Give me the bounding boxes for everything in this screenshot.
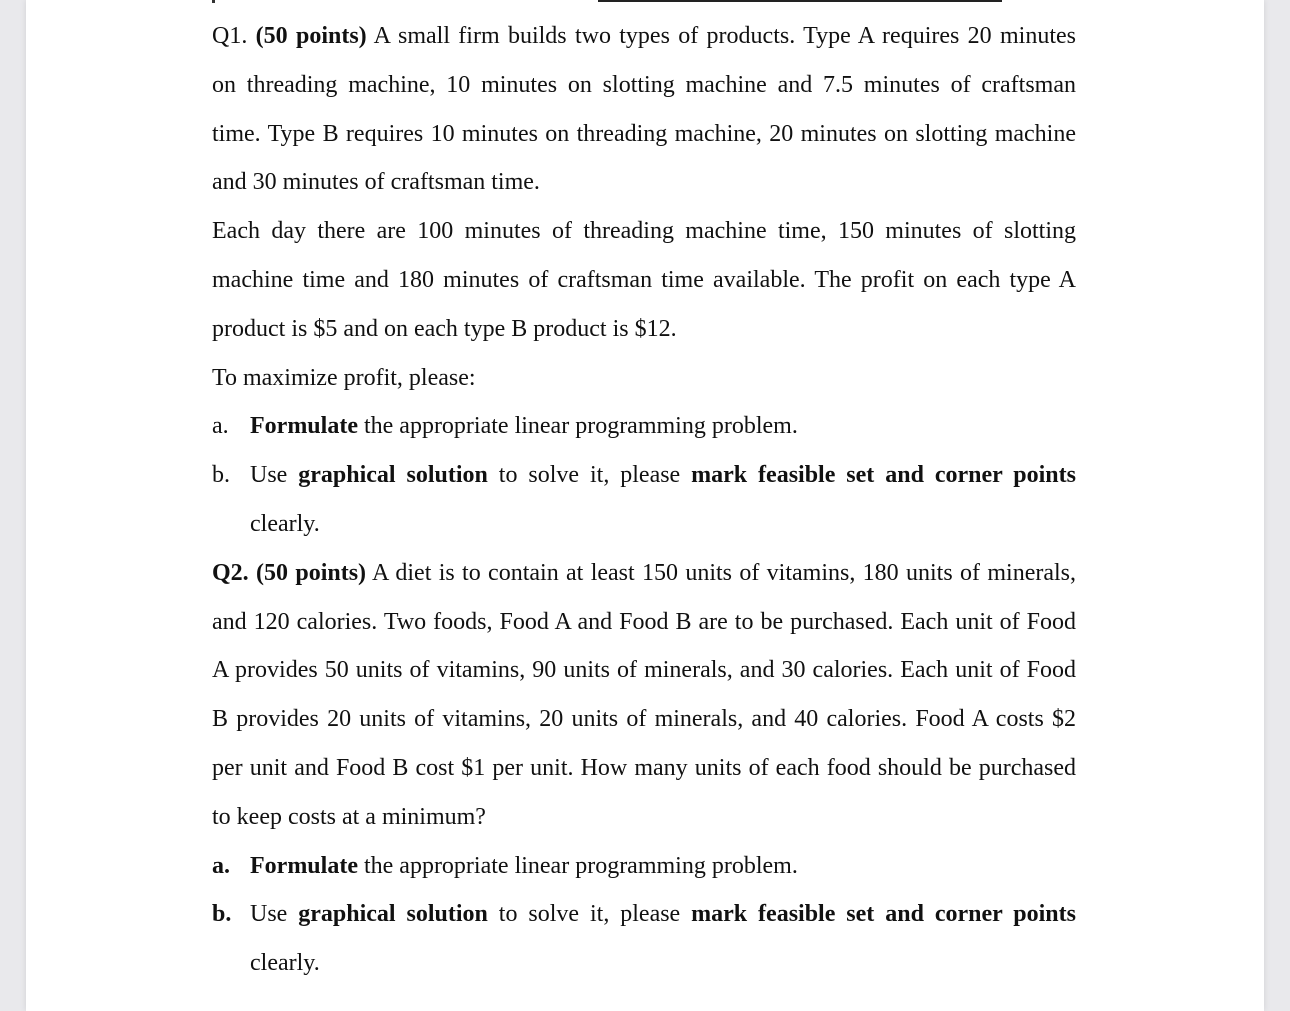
q1-avail-line-3: product is $5 and on each type B product is $12. <box>212 315 677 342</box>
q2-line-3: A provides 50 units of vitamins, 90 units of minerals, and 30 calories. Each unit of Food <box>212 657 1076 684</box>
q2-item-b-marker: b. <box>212 901 232 928</box>
q1-avail-line-1: Each day there are 100 minutes of threading machine time, 150 minutes of slotting <box>212 218 1076 245</box>
q1-avail-line-2: machine time and 180 minutes of craftsman time available. The profit on each type A <box>212 266 1076 293</box>
q1-availability-paragraph <box>212 207 1076 353</box>
q2-label: Q2. <box>212 559 249 586</box>
q1-item-b-marker: b. <box>212 462 230 489</box>
q1-line-3: time. Type B requires 10 minutes on threading machine, 20 minutes on slotting machine <box>212 120 1076 147</box>
q2-line-5: per unit and Food B cost $1 per unit. How many units of each food should be purchased <box>212 754 1076 781</box>
q2-item-b: b. Use graphical solution to solve it, please mark feasible set and corner points clearly. <box>212 890 1076 988</box>
q2-line-1: Q2. (50 points) A diet is to contain at least 150 units of vitamins, 180 units of minerals, <box>212 559 1076 586</box>
q1-line-1: Q1. (50 points) A small firm builds two types of products. Type A requires 20 minutes <box>212 23 1076 49</box>
document-page <box>26 0 1264 1011</box>
q1-item-b: b. Use graphical solution to solve it, please mark feasible set and corner points clearly. <box>212 451 1076 549</box>
page-top-rule <box>598 0 1002 2</box>
q2-item-a-marker: a. <box>212 852 230 879</box>
q1-instruction: To maximize profit, please: <box>212 364 476 391</box>
q2-line-4: B provides 20 units of vitamins, 20 units of minerals, and 40 calories. Food A costs $2 <box>212 706 1076 733</box>
q1-intro-paragraph <box>212 12 1076 207</box>
q1-item-a-marker: a. <box>212 413 229 440</box>
q2-points: (50 points) <box>256 559 367 586</box>
q2-item-a: a. Formulate the appropriate linear programming problem. <box>212 842 1076 891</box>
q1-line-2: on threading machine, 10 minutes on slotting machine and 7.5 minutes of craftsman <box>212 71 1076 98</box>
q2-line-2: and 120 calories. Two foods, Food A and Food B are to be purchased. Each unit of Food <box>212 608 1076 635</box>
q1-line-4: and 30 minutes of craftsman time. <box>212 169 540 196</box>
q1-points: (50 points) <box>255 23 367 49</box>
page-top-mark <box>212 0 215 3</box>
q2-line-6: to keep costs at a minimum? <box>212 803 486 830</box>
q1-label: Q1. <box>212 23 248 49</box>
q2-intro-paragraph <box>212 549 1076 842</box>
document-content <box>212 12 1076 988</box>
q1-item-a: a. Formulate the appropriate linear programming problem. <box>212 402 1076 451</box>
